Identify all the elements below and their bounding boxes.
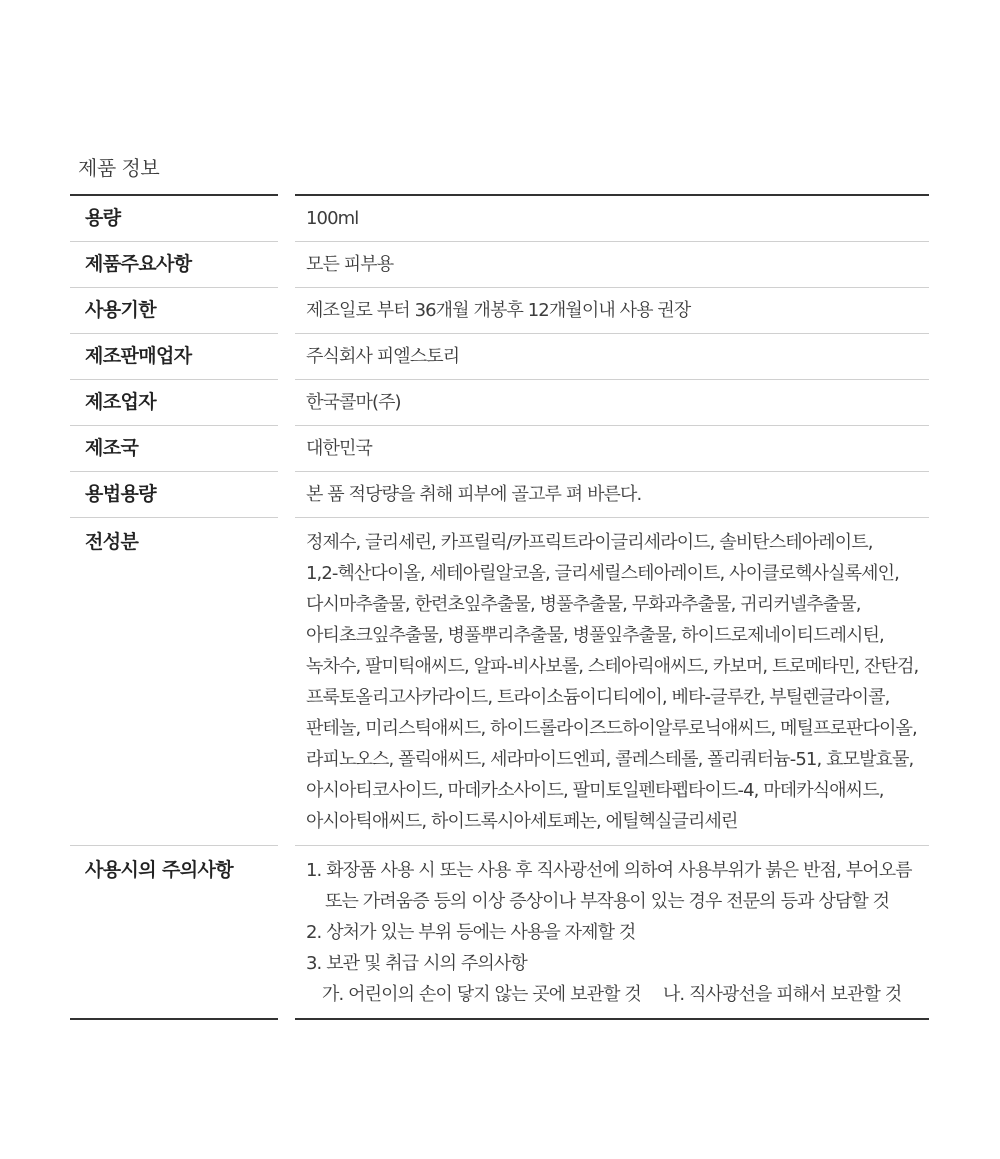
ingredients-line: 판테놀, 미리스틱애씨드, 하이드롤라이즈드하이알루로닉애씨드, 메틸프로판다이올, xyxy=(306,718,917,739)
ingredients-line: 프룩토올리고사카라이드, 트라이소듐이디티에이, 베타-글루칸, 부틸렌글라이콜, xyxy=(306,687,890,708)
table-row xyxy=(70,334,929,380)
table-row xyxy=(70,472,929,518)
caution-item-3b: 나. 직사광선을 피해서 보관할 것 xyxy=(662,984,902,1005)
row-label-expiry: 사용기한 xyxy=(85,299,157,321)
caution-item-1: 1. 화장품 사용 시 또는 사용 후 직사광선에 의하여 사용부위가 붉은 반점, 부어오름 xyxy=(306,860,912,881)
ingredients-line: 녹차수, 팔미틱애씨드, 알파-비사보롤, 스테아릭애씨드, 카보머, 트로메타민, 잔탄검, xyxy=(306,656,919,677)
ingredients-line: 아시아티코사이드, 마데카소사이드, 팔미토일펜타펩타이드-4, 마데카식애씨드, xyxy=(306,780,884,801)
ingredients-line: 라피노오스, 폴릭애씨드, 세라마이드엔피, 콜레스테롤, 폴리쿼터늄-51, 효모발효물, xyxy=(306,749,914,770)
ingredients-line: 아티초크잎추출물, 병풀뿌리추출물, 병풀잎추출물, 하이드로제네이티드레시틴, xyxy=(306,625,884,646)
table-row xyxy=(70,518,929,846)
table-row xyxy=(70,846,929,1020)
row-label-distributor: 제조판매업자 xyxy=(85,345,192,367)
caution-item-3-sub xyxy=(306,979,929,1010)
section-title: 제품 정보 xyxy=(78,156,160,180)
caution-item-3: 3. 보관 및 취급 시의 주의사항 xyxy=(306,953,527,974)
row-value-capacity: 100ml xyxy=(306,208,359,229)
product-info-table xyxy=(70,194,929,1020)
row-label-main-info: 제품주요사항 xyxy=(85,253,192,275)
ingredients-list xyxy=(306,518,929,845)
row-label-country: 제조국 xyxy=(85,437,139,459)
row-value-main-info: 모든 피부용 xyxy=(306,254,394,275)
row-value-country: 대한민국 xyxy=(306,438,372,459)
table-row xyxy=(70,195,929,242)
table-row xyxy=(70,426,929,472)
ingredients-line: 정제수, 글리세린, 카프릴릭/카프릭트라이글리세라이드, 솔비탄스테아레이트, xyxy=(306,532,873,553)
ingredients-line: 1,2-헥산다이올, 세테아릴알코올, 글리세릴스테아레이트, 사이클로헥사실록세인, xyxy=(306,563,899,584)
row-label-ingredients: 전성분 xyxy=(85,531,139,553)
ingredients-line: 아시아틱애씨드, 하이드록시아세토페논, 에틸헥실글리세린 xyxy=(306,811,738,832)
ingredients-line: 다시마추출물, 한련초잎추출물, 병풀추출물, 무화과추출물, 귀리커넬추출물, xyxy=(306,594,861,615)
table-row xyxy=(70,288,929,334)
caution-item-1-cont: 또는 가려움증 등의 이상 증상이나 부작용이 있는 경우 전문의 등과 상담할 것 xyxy=(325,891,890,912)
row-label-manufacturer: 제조업자 xyxy=(85,391,157,413)
row-value-manufacturer: 한국콜마(주) xyxy=(306,392,401,413)
row-value-expiry: 제조일로 부터 36개월 개봉후 12개월이내 사용 권장 xyxy=(306,300,691,321)
caution-item-2: 2. 상처가 있는 부위 등에는 사용을 자제할 것 xyxy=(306,922,636,943)
table-row xyxy=(70,380,929,426)
row-value-usage: 본 품 적당량을 취해 피부에 골고루 펴 바른다. xyxy=(306,484,642,505)
cautions-list xyxy=(306,846,929,1018)
row-value-distributor: 주식회사 피엘스토리 xyxy=(306,346,460,367)
row-label-capacity: 용량 xyxy=(85,207,121,229)
table-row xyxy=(70,242,929,288)
row-label-cautions: 사용시의 주의사항 xyxy=(85,859,234,881)
caution-item-3a: 가. 어린이의 손이 닿지 않는 곳에 보관할 것 xyxy=(322,984,641,1005)
row-label-usage: 용법용량 xyxy=(85,483,157,505)
